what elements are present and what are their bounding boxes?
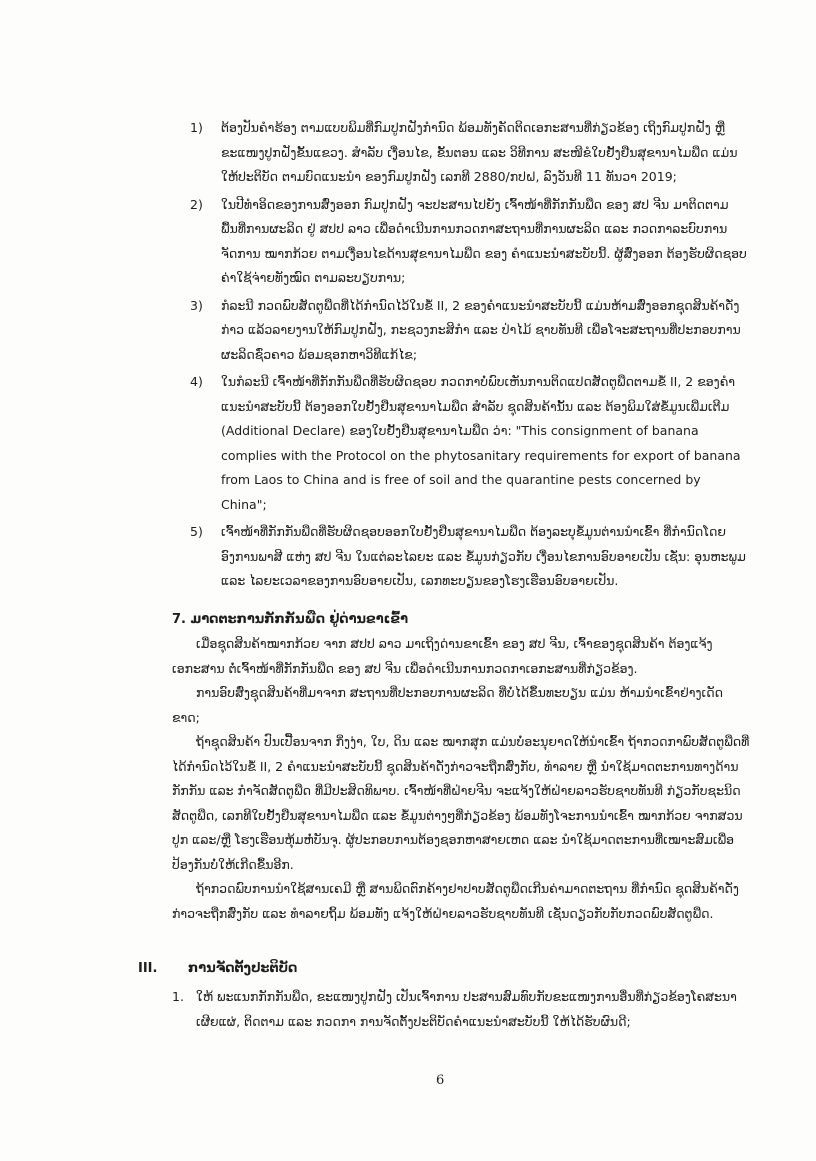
list-item-number: 2) bbox=[190, 196, 203, 212]
section-3-heading: ການຈັດຕັ້ງປະຕິບັດ bbox=[188, 961, 298, 976]
section-3-number: III. bbox=[138, 961, 158, 976]
paragraph: ເມື່ອຊຸດສິນຄ້າໝາກກ້ວຍ ຈາກ ສປປ ລາວ ມາເຖິງດ່ານຂາເຂົ້າ ຂອງ ສປ ຈີນ, ເຈົ້າຂອງຊຸດສິນຄ້າ ຕ້ອງແຈ້ງເອກະສານ ຕໍ່ເຈົ້າໜ້າທີ່ກັກກັນພືດ ຂອງ ສປ ຈີນ ເພື່ອດຳເນີນການກວດກາເອກະສານທີ່ກ່ຽວຂ້ອງ. bbox=[172, 636, 713, 676]
list-item bbox=[172, 985, 752, 1034]
list-item-text: ໃນປີທຳອິດຂອງການສົ່ງອອກ ກົມປູກຝັງ ຈະປະສານໄປຍັງ ເຈົ້າໜ້າທີ່ກັກກັນພືດ ຂອງ ສປ ຈີນ ມາຕິດຕາມພື້ນທີ່ການຜະລິດ ຢູ່ ສປປ ລາວ ເພື່ອດຳເນີນການກວດກາສະຖານທີ່ການຜະລິດ ແລະ ກວດກາລະບົບການຈັດການ ໝາກກ້ວຍ ຕາມເງື່ອນໄຂດ້ານສຸຂານາໄມພືດ ຂອງ ຄຳແນະນຳສະບັບນີ້. ຜູ້ສົ່ງອອກ ຕ້ອງຮັບຜິດຊອບຄ່າໃຊ້ຈ່າຍທັງໝົດ ຕາມລະບຽບການ; bbox=[221, 196, 747, 285]
list-item-number: 3) bbox=[190, 297, 203, 313]
numbered-list bbox=[190, 116, 750, 594]
list-item-text: ກໍລະນີ ກວດພົບສັດຕູພືດທີ່ໄດ້ກຳນົດໄວ້ໃນຂໍ້ II, 2 ຂອງຄຳແນະນຳສະບັບນີ້ ແມ່ນຫ້າມສົ່ງອອກຊຸດສິນຄ້າດັ່ງກ່າວ ແລ້ວລາຍງານໃຫ້ກົມປູກຝັງ, ກະຊວງກະສິກຳ ແລະ ປ່າໄມ້ ຊາບທັນທີ ເພື່ອໂຈະສະຖານທີ່ປະກອບການຜະລິດຊົ່ວຄາວ ພ້ອມຊອກຫາວິທີແກ້ໄຂ; bbox=[221, 297, 741, 362]
list-item-text: ໃນກໍລະນີ ເຈົ້າໜ້າທີ່ກັກກັນພືດທີ່ຮັບຜິດຊອບ ກວດກາບໍ່ພົບເຫັນການຕິດແປດສັດຕູພືດຕາມຂໍ້ II, 2 ຂອງຄຳແນະນຳສະບັບນີ້ ຕ້ອງອອກໃບຢັ້ງຢືນສຸຂານາໄມພືດ ສຳລັບ ຊຸດສິນຄ້ານັ້ນ ແລະ ຕ້ອງພິມໃສ່ຂໍ້ມູນເພີ່ມເຕີມ (Additional Declare) ຂອງໃບຢັ້ງຢືນສຸຂານາໄມພືດ ວ່າ: "This consignment of banana complies with the Protocol on the phytosanitary requirements for export of banana from Laos to China and is free of soil and the quarantine pests concerned by China"; bbox=[221, 374, 741, 512]
section-3-list bbox=[172, 985, 752, 1034]
list-item-number: 5) bbox=[190, 524, 203, 539]
list-item bbox=[190, 193, 750, 291]
section-7-body bbox=[172, 632, 750, 926]
list-item-number: 1) bbox=[190, 120, 203, 135]
page-number: 6 bbox=[436, 1073, 445, 1088]
paragraph: ຖ້າກວດພົບການນຳໃຊ້ສານເຄມີ ຫຼື ສານພິດຕົກຄ້າງຢາປາບສັດຕູພືດເກີນຄ່າມາດຕະຖານ ທີ່ກຳນົດ ຊຸດສິນຄ້າດັ່ງກ່າວຈະຖືກສົ່ງກັບ ແລະ ທຳລາຍຖິ້ມ ພ້ອມທັງ ແຈ້ງໃຫ້ຝ່າຍລາວຮັບຊາບທັນທີ ເຊັ່ນດຽວກັບກັບກວດພົບສັດຕູພືດ. bbox=[172, 881, 739, 921]
list-item-number: 4) bbox=[190, 374, 203, 389]
list-item bbox=[190, 294, 750, 368]
section-7-heading: 7. ມາດຕະການກັກກັນພືດ ຢູ່ດ່ານຂາເຂົ້າ bbox=[172, 612, 409, 627]
list-item-number: 1. bbox=[172, 989, 184, 1004]
paragraph: ຖ້າຊຸດສິນຄ້າ ປົນເປື້ອນຈາກ ກິ່ງງ່າ, ໃບ, ດິນ ແລະ ໝາກສຸກ ແມ່ນບໍ່ອະນຸຍາດໃຫ້ນຳເຂົ້າ ຖ້າກວດກາພົບສັດຕູພືດທີ່ໄດ້ກຳນົດໄວ້ໃນຂໍ້ II, 2 ຄຳແນະນຳສະບັບນີ້ ຊຸດສິນຄ້າດັ່ງກ່າວຈະຖືກສົ່ງກັບ, ທຳລາຍ ຫຼື ນຳໃຊ້ມາດຕະການທາງດ້ານກັກກັນ ແລະ ກຳຈັດສັດຕູພືດ ທີ່ມີປະສິດທິພາບ. ເຈົ້າໜ້າທີ່ຝ່າຍຈີນ ຈະແຈ້ງໃຫ້ຝ່າຍລາວຮັບຊາບທັນທີ ກ່ຽວກັບຊະນິດສັດຕູພືດ, ເລກທີໃບຢັ້ງຢືນສຸຂານາໄມພືດ ແລະ ຂໍ້ມູນຕ່າງໆທີ່ກ່ຽວຂ້ອງ ພ້ອມທັງໂຈະການນຳເຂົ້າ ໝາກກ້ວຍ ຈາກສວນປູກ ແລະ/ຫຼື ໂຮງເຮືອນຫຸ້ມຫໍ່ບັນຈຸ. ຜູ້ປະກອບການຕ້ອງຊອກຫາສາຍເຫດ ແລະ ນຳໃຊ້ມາດຕະການທີ່ເໝາະສົມເພື່ອປ້ອງກັນບໍ່ໃຫ້ເກີດຂຶ້ນອີກ. bbox=[172, 734, 750, 872]
list-item bbox=[190, 370, 750, 517]
paragraph: ການອົບສົ່ງຊຸດສິນຄ້າທີ່ມາຈາກ ສະຖານທີ່ປະກອບການຜະລິດ ທີ່ບໍ່ໄດ້ຂຶ້ນທະບຽນ ແມ່ນ ຫ້າມນຳເຂົ້າຢ່າງເດັດຂາດ; bbox=[172, 685, 723, 725]
list-item bbox=[190, 116, 750, 190]
list-item bbox=[190, 520, 750, 594]
list-item-text: ເຈົ້າໜ້າທີ່ກັກກັນພືດທີ່ຮັບຜິດຊອບອອກໃບຢັ້ງຢືນສຸຂານາໄມພືດ ຕ້ອງລະບຸຂໍ້ມູນຕ່ານນຳເຂົ້າ ທີ່ກຳນົດໂດຍ ອົງການພາສີ ແຫ່ງ ສປ ຈີນ ໃນແຕ່ລະໄລຍະ ແລະ ຂໍ້ມູນກ່ຽວກັບ ເງື່ອນໄຂການອົບອາຍເປັນ ເຊັ່ນ: ອຸນຫະພູມ ແລະ ໄລຍະເວລາຂອງການອົບອາຍເປັນ, ເລກທະບຽນຂອງໂຮງເຮືອນອົບອາຍເປັນ. bbox=[221, 524, 746, 588]
list-item-text: ຕ້ອງປັນຄຳຮ້ອງ ຕາມແບບພິມທີ່ກົມປູກຝັງກຳນົດ ພ້ອມທັງຄັດຕິດເອກະສານທີ່ກ່ຽວຂ້ອງ ເຖິງກົມປູກຝັງ ຫຼື ຂະແໜງປູກຝັງຂັ້ນແຂວງ. ສຳລັບ ເງື່ອນໄຂ, ຂັ້ນຕອນ ແລະ ວິທີການ ສະໜີຂໍໃບຢັ້ງຢືນສຸຂານາໄມພືດ ແມ່ນໃຫ້ປະຕິບັດ ຕາມບົດແນະນຳ ຂອງກົມປູກຝັງ ເລກທີ 2880/ກປຝ, ລົງວັນທີ 11 ທັນວາ 2019; bbox=[221, 120, 738, 184]
list-item-text: ໃຫ້ ພະແນກກັກກັນພືດ, ຂະແໜງປູກຝັງ ເປັນເຈົ້າການ ປະສານສົມທົບກັບຂະແໜງການອື່ນທີ່ກ່ຽວຂ້ອງໂຄສະນາເຜີຍແຜ່, ຕິດຕາມ ແລະ ກວດກາ ການຈັດຕັ້ງປະຕິບັດຄຳແນະນຳສະບັບນີ້ ໃຫ້ໄດ້ຮັບຜົນດີ; bbox=[196, 989, 737, 1029]
